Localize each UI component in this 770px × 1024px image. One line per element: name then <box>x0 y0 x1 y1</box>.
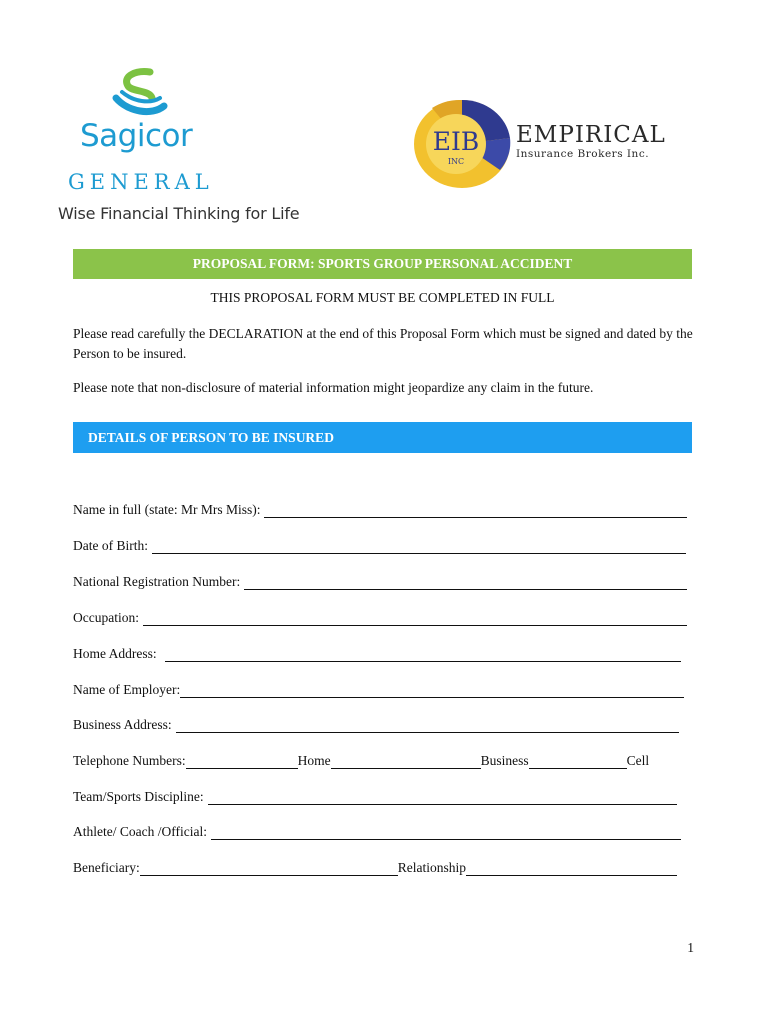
telephone-business-label: Business <box>480 753 529 768</box>
eib-wordmark: EMPIRICAL <box>516 122 666 148</box>
telephone-label: Telephone Numbers: <box>73 753 186 768</box>
telephone-home-field[interactable] <box>186 754 298 769</box>
relationship-label: Relationship <box>397 860 466 875</box>
role-label: Athlete/ Coach /Official: <box>73 824 207 839</box>
field-row-telephone <box>73 749 681 769</box>
nrn-label: National Registration Number: <box>73 574 241 589</box>
name-field[interactable] <box>264 503 687 518</box>
field-row-team <box>73 785 677 805</box>
eib-badge-text: EIB <box>432 127 480 156</box>
section-title-banner: DETAILS OF PERSON TO BE INSURED <box>73 422 692 453</box>
telephone-business-field[interactable] <box>331 754 481 769</box>
role-field[interactable] <box>211 825 681 840</box>
telephone-cell-label: Cell <box>626 753 650 768</box>
nrn-field[interactable] <box>244 575 687 590</box>
home-address-label: Home Address: <box>73 646 157 661</box>
name-label: Name in full (state: Mr Mrs Miss): <box>73 502 261 517</box>
field-row-role <box>73 820 681 840</box>
field-row-dob <box>73 534 686 554</box>
intro-paragraph-disclosure: Please note that non-disclosure of material information might jeopardize any claim in the future. <box>73 380 594 395</box>
field-row-home-address <box>73 642 681 662</box>
sagicor-tagline: Wise Financial Thinking for Life <box>58 204 300 223</box>
telephone-cell-field[interactable] <box>529 754 627 769</box>
occupation-field[interactable] <box>143 611 687 626</box>
field-row-nrn <box>73 570 687 590</box>
beneficiary-field[interactable] <box>140 861 398 876</box>
home-address-field[interactable] <box>165 647 681 662</box>
relationship-field[interactable] <box>466 861 677 876</box>
eib-badge-icon <box>412 98 512 190</box>
eib-logo <box>412 98 692 190</box>
dob-label: Date of Birth: <box>73 538 148 553</box>
form-title-banner: PROPOSAL FORM: SPORTS GROUP PERSONAL ACCIDENT <box>73 249 692 279</box>
employer-field[interactable] <box>180 683 684 698</box>
employer-label: Name of Employer: <box>73 682 181 697</box>
field-row-beneficiary <box>73 856 677 876</box>
sagicor-wordmark: Sagicor <box>80 118 193 154</box>
page-number: 1 <box>687 940 694 955</box>
eib-subtitle: Insurance Brokers Inc. <box>516 148 650 160</box>
occupation-label: Occupation: <box>73 610 139 625</box>
field-row-business-address <box>73 713 679 733</box>
sagicor-general-wordmark: GENERAL <box>68 170 214 194</box>
field-row-employer <box>73 678 684 698</box>
field-row-name <box>73 498 687 518</box>
beneficiary-label: Beneficiary: <box>73 860 140 875</box>
business-address-field[interactable] <box>176 718 679 733</box>
team-label: Team/Sports Discipline: <box>73 789 204 804</box>
intro-paragraph-declaration: Please read carefully the DECLARATION at the end of this Proposal Form which must be signed and dated by the Person to be insured. <box>73 326 693 361</box>
team-field[interactable] <box>208 790 677 805</box>
eib-badge-sub: INC <box>447 157 465 166</box>
sagicor-s-mark-icon <box>110 68 170 120</box>
dob-field[interactable] <box>152 539 686 554</box>
sagicor-logo <box>58 68 298 228</box>
business-address-label: Business Address: <box>73 717 172 732</box>
completion-notice: THIS PROPOSAL FORM MUST BE COMPLETED IN FULL <box>210 290 555 305</box>
field-row-occupation <box>73 606 687 626</box>
telephone-home-label: Home <box>297 753 331 768</box>
